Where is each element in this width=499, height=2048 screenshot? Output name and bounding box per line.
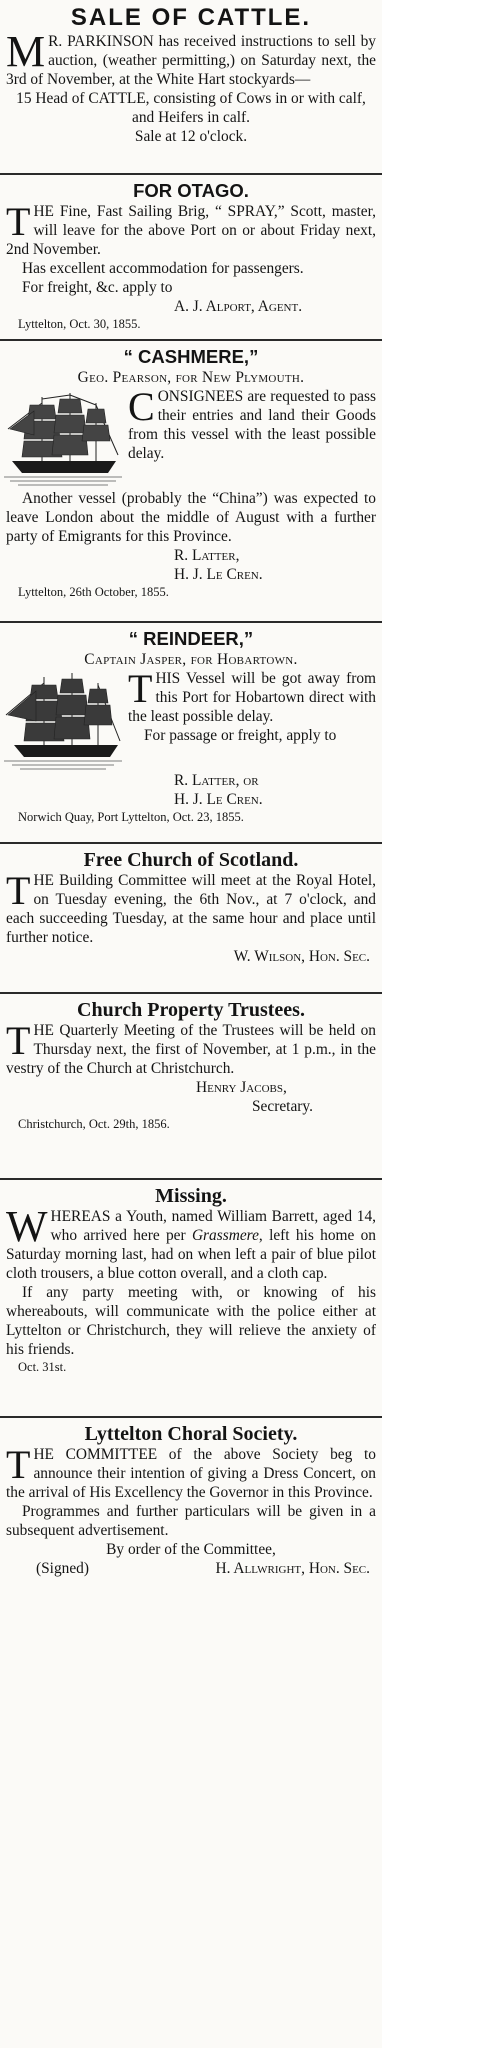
ad-signature: H. J. Le Cren.: [174, 566, 263, 583]
ad-date: Christchurch, Oct. 29th, 1856.: [18, 1117, 170, 1131]
ad-sale-of-cattle: [6, 4, 376, 146]
ad-heading: FOR OTAGO.: [133, 180, 249, 201]
drop-cap: C: [128, 384, 155, 429]
divider: [0, 1178, 382, 1180]
divider: [0, 173, 382, 175]
ad-signature: W. Wilson, Hon. Sec.: [233, 948, 370, 965]
ad-signature-row: [6, 1559, 376, 1578]
drop-cap: T: [128, 666, 153, 711]
ad-date: Lyttelton, Oct. 30, 1855.: [18, 317, 141, 331]
ad-line: For passage or freight, apply to: [144, 727, 337, 744]
ad-signature: H. J. Le Cren.: [174, 791, 263, 808]
ad-signature: Henry Jacobs,: [196, 1079, 287, 1096]
ad-body: THE Fine, Fast Sailing Brig, “ SPRAY,” Scott, master, will leave for the above Port on or about Friday next, 2nd November.: [6, 199, 376, 258]
ad-cashmere: [6, 346, 376, 600]
ad-choral-society: [6, 1423, 376, 1578]
drop-cap: T: [6, 1442, 31, 1487]
ad-body: CONSIGNEES are requested to pass their entries and land their Goods from this vessel with the least possible delay. Another vessel (probably the “China”) was expected to leave London about the middle of August with a further party of Emigrants for this Province.: [6, 384, 376, 545]
ad-heading: Church Property Trustees.: [77, 999, 305, 1021]
ad-date: Lyttelton, 26th October, 1855.: [18, 585, 169, 599]
ad-heading: Missing.: [155, 1185, 227, 1207]
ad-sale-time: Sale at 12 o'clock.: [134, 128, 248, 145]
ad-free-church: [6, 849, 376, 966]
ad-for-otago: [6, 180, 376, 332]
drop-cap: M: [6, 27, 46, 76]
divider: [0, 992, 382, 994]
ad-body: THE Quarterly Meeting of the Trustees will be held on Thursday next, the first of November, at 1 p.m., in the vestry of the Church at Christchurch.: [6, 1018, 376, 1077]
ad-body: WHEREAS a Youth, named William Barrett, aged 14, who arrived here per Grassmere, left his home on Saturday morning last, had on when left a pair of blue pilot cloth trousers, a blue cotton overall, and a cloth cap.: [6, 1202, 376, 1282]
ad-heading: Lyttelton Choral Society.: [84, 1423, 298, 1445]
ship-illustration: [4, 671, 122, 771]
ad-line: Has excellent accommodation for passengers.: [22, 260, 304, 277]
ad-line: 15 Head of CATTLE, consisting of Cows in or with calf, and Heifers in calf.: [16, 90, 366, 126]
drop-cap: W: [6, 1202, 48, 1251]
ad-line: For freight, &c. apply to: [22, 279, 173, 296]
divider: [0, 1416, 382, 1418]
ad-signature: R. Latter, or: [174, 772, 259, 789]
drop-cap: T: [6, 199, 31, 244]
ad-heading: SALE OF CATTLE.: [70, 4, 312, 31]
drop-cap: T: [6, 868, 31, 913]
ad-church-property: [6, 999, 376, 1132]
ad-subheading: Captain Jasper, for Hobartown.: [84, 651, 298, 668]
ad-reindeer: [6, 628, 376, 825]
signed-label: (Signed): [36, 1560, 90, 1577]
ad-line: Another vessel (probably the “China”) was expected to leave London about the middle of August with a further party of Emigrants for this Province.: [6, 490, 376, 545]
ad-body: THIS Vessel will be got away from this Port for Hobartown direct with the least possible delay. For passage or freight, apply to: [6, 669, 376, 745]
ad-body: THE COMMITTEE of the above Society beg to announce their intention of giving a Dress Concert, on the arrival of His Excellency the Governor in this Province.: [6, 1442, 376, 1501]
ad-heading: “ REINDEER,”: [128, 628, 254, 649]
ad-signature: Secretary.: [252, 1098, 313, 1115]
ad-date: Norwich Quay, Port Lyttelton, Oct. 23, 1855.: [18, 810, 244, 824]
ad-signature: R. Latter,: [174, 547, 240, 564]
divider: [0, 621, 382, 623]
ad-missing: [6, 1185, 376, 1375]
ad-heading: Free Church of Scotland.: [83, 849, 299, 871]
ad-signature: H. Allwright, Hon. Sec.: [215, 1560, 370, 1577]
ad-heading: “ CASHMERE,”: [123, 346, 259, 367]
ad-subheading: Geo. Pearson, for New Plymouth.: [77, 369, 305, 386]
drop-cap: T: [6, 1018, 31, 1063]
ad-signature: A. J. Alport, Agent.: [174, 298, 303, 315]
ship-illustration: [4, 389, 122, 489]
ad-body: M R. PARKINSON has received instructions to sell by auction, (weather permitting,) on Saturday next, the 3rd of November, at the White Hart stockyards—: [6, 27, 376, 88]
ad-line: By order of the Committee,: [106, 1541, 276, 1558]
ad-line: Programmes and further particulars will be given in a subsequent advertisement.: [6, 1503, 376, 1539]
divider: [0, 842, 382, 844]
divider: [0, 339, 382, 341]
ad-body: THE Building Committee will meet at the Royal Hotel, on Tuesday evening, the 6th Nov., at 7 o'clock, and each succeeding Tuesday, at the same hour and place until further notice.: [6, 868, 376, 946]
ad-date: Oct. 31st.: [18, 1360, 67, 1374]
ad-line: If any party meeting with, or knowing of his whereabouts, will communicate with the police either at Lyttelton or Christchurch, they will relieve the anxiety of his friends.: [6, 1284, 376, 1358]
